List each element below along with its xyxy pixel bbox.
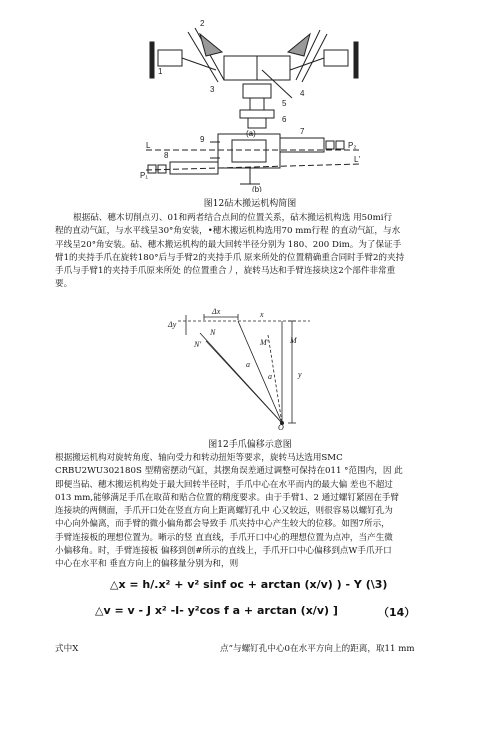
mechanism-figure xyxy=(140,12,375,192)
label-P1: P₁ xyxy=(140,171,149,180)
para1-line: 根据砧、穗木切削点刃、01和两者结合点间的位置关系，砧木搬运机构选 用50mi行 xyxy=(73,213,393,223)
offset-diagram xyxy=(160,305,340,430)
label-delta-y: Δy xyxy=(168,320,177,329)
label-5: 5 xyxy=(282,99,287,108)
para2-line: 小偏移角。时，手臂连接板 偏移到创#所示的直线上，手爪开口中心偏移到点W手爪开口 xyxy=(55,546,392,557)
figure1-caption: 图12砧木搬运机构简图 xyxy=(203,199,297,209)
variable-note-left: 式中X xyxy=(55,644,79,654)
label-N: N xyxy=(210,328,216,337)
equation-13: △x = h/.x² + v² sinf oc + arctan (x/v) ) - Y (\3) xyxy=(110,578,388,591)
para2-line: 013 mm,能够满足手爪在取苗和贴合位置的精度要求。由于手臂1、2 通过螺钉紧固在手臂 xyxy=(55,492,400,503)
lower-block xyxy=(218,134,280,168)
label-b: (b) xyxy=(252,185,262,192)
offset-figure xyxy=(160,305,340,430)
paragraph-1 xyxy=(55,212,450,292)
variable-note-right: 点”与螺钉孔中心0在水平方向上的距离，取11 mm xyxy=(220,644,415,654)
label-alpha-1: a xyxy=(246,360,250,369)
label-O: O xyxy=(278,423,284,430)
label-9: 9 xyxy=(200,135,205,144)
label-a: (a) xyxy=(246,129,256,138)
label-6: 6 xyxy=(282,115,287,124)
para1-line: 平线呈20°角安装。砧、穗木搬运机构的最大回转半径分别为 180、200 Dim。为了保证手 xyxy=(55,239,402,250)
label-8: 8 xyxy=(164,151,169,160)
label-M-prime: M' xyxy=(260,338,269,347)
para2-line: 中心向外偏离，而手臂的微小偏角都会导致手 爪夹持中心产生较大的位移。如图7所示， xyxy=(55,519,390,530)
para2-line: 根据搬运机构对旋转角度、轴向受力和转动扭矩等要求，旋转马达选用SMC xyxy=(55,453,343,463)
label-L-prime: L' xyxy=(354,155,360,164)
para1-line: 程的直动气缸，与水平线呈30°角安装，•穗木搬运机构选用70 mm行程 的直动气缸，与水 xyxy=(55,226,401,237)
equation-number: （14） xyxy=(378,606,416,619)
cylinder-right xyxy=(324,50,348,66)
para2-line: 连接块的两侧面，手爪开口处在竖直方向上距离螺钉孔中 心又较远，则很容易以螺钉孔为 xyxy=(55,506,393,517)
para1-line: 手爪与手臂1的夹持手爪原来所处 的位置重合丿，旋转马达和手臂连接块这2个部件非常重 xyxy=(55,266,396,277)
label-P2: P₂ xyxy=(348,141,357,150)
label-4: 4 xyxy=(300,89,305,98)
label-x: x xyxy=(260,310,264,319)
para2-line: 中心在水平和 垂直方向上的偏移量分别为和，则 xyxy=(55,559,239,570)
para2-line: 即便当砧、穗木搬运机构处于最大回转半径时，手爪中心在水平而内的最大偏 差也不超过 xyxy=(55,479,393,490)
para1-line: 要。 xyxy=(55,279,73,290)
label-alpha-2: a xyxy=(268,372,272,381)
para2-line: 手臂连接板的理想位置为。晰示的竖 直直线，手爪开口中心的理想位置为点冲，当产生微 xyxy=(55,532,393,543)
label-7: 7 xyxy=(300,127,305,136)
paragraph-2 xyxy=(55,452,450,572)
label-N-prime: N' xyxy=(194,340,202,349)
figure2-caption: 图12手爪偏移示意图 xyxy=(208,440,292,450)
label-delta-x: Δx xyxy=(212,307,221,316)
para1-line: 臂1的夹持手爪在旋转180°后与手臂2的夹持手爪 原来所处的位置精确重合同时手臂2的夹持 xyxy=(55,252,405,263)
equation-14: △v = v - J x² -I- y²cos f a + arctan (x/v) ] xyxy=(95,604,338,617)
cylinder-left xyxy=(158,50,182,66)
label-2: 2 xyxy=(200,19,205,28)
label-1: 1 xyxy=(158,67,163,76)
label-y: y xyxy=(298,370,302,379)
mechanism-diagram xyxy=(140,12,375,192)
label-L: L xyxy=(146,141,151,150)
para2-line: CRBU2WU302180S 型精密摆动气缸，其摆角误差通过调整可保持在011 °范围内，因 此 xyxy=(55,466,403,477)
label-M: M xyxy=(290,336,297,345)
label-3: 3 xyxy=(210,85,215,94)
